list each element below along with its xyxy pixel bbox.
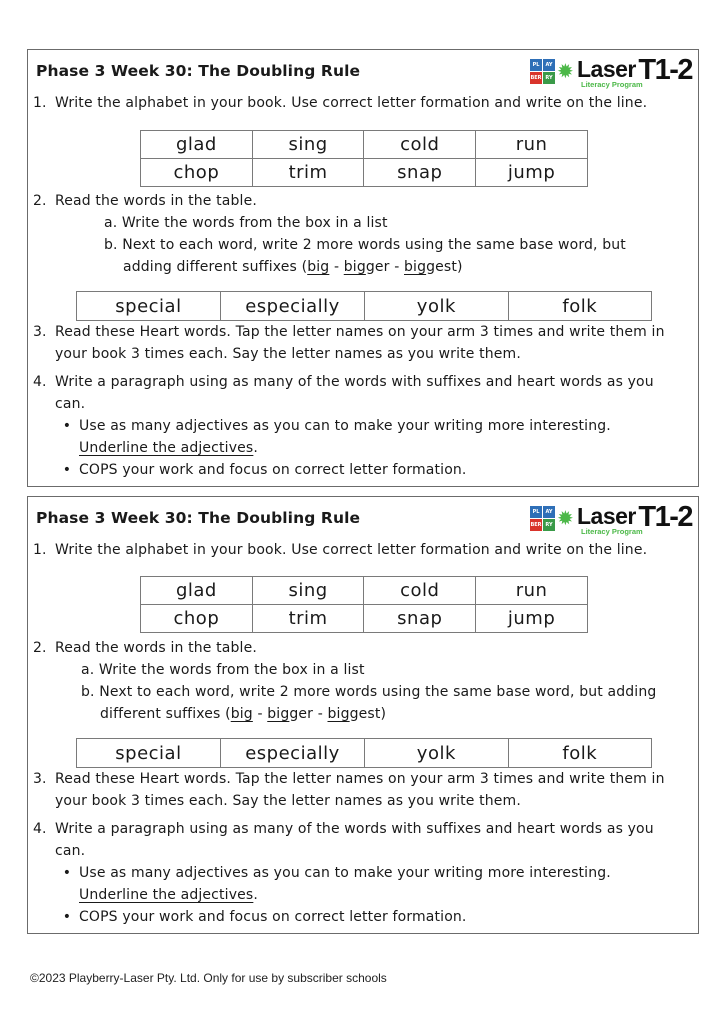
question-3-cont: your book 3 times each. Say the letter names as you write them. (55, 346, 521, 362)
table-row (141, 159, 588, 187)
worksheet-card (27, 49, 699, 487)
worksheet-title: Phase 3 Week 30: The Doubling Rule (36, 62, 361, 80)
table-row (141, 131, 588, 159)
text: . (253, 887, 258, 903)
question-number: 3. (33, 324, 47, 340)
copyright-footer: ©2023 Playberry-Laser Pty. Ltd. Only for use by subscriber schools (30, 971, 387, 985)
question-3 (33, 771, 665, 787)
heart-word-cell: yolk (365, 292, 508, 321)
bullet-item (55, 865, 611, 881)
word-cell: glad (141, 577, 253, 605)
logo-subtitle: Literacy Program (581, 80, 643, 89)
question-number: 4. (33, 821, 47, 837)
text: ) (457, 259, 463, 275)
question-number: 2. (33, 193, 47, 209)
word-table (140, 130, 588, 187)
question-2b: b. Next to each word, write 2 more words using the same base word, but adding (81, 684, 657, 700)
separator: - (389, 259, 404, 275)
question-4 (33, 821, 654, 837)
example-word: big (307, 259, 330, 275)
logo-tile: RY (543, 72, 555, 84)
underlined-instruction: Underline the adjectives (79, 887, 254, 903)
heart-word-cell: yolk (365, 739, 508, 768)
word-cell: chop (141, 605, 253, 633)
heart-word-cell: especially (220, 292, 364, 321)
bullet-icon: • (62, 418, 72, 434)
example-base: big (327, 706, 350, 722)
question-2 (33, 640, 257, 656)
heart-word-cell: folk (508, 292, 651, 321)
question-number: 4. (33, 374, 47, 390)
table-row (141, 605, 588, 633)
bullet-item-cont (79, 887, 258, 903)
bullet-item (55, 418, 611, 434)
text: . (253, 440, 258, 456)
question-text: Write a paragraph using as many of the words with suffixes and heart words as you (55, 374, 654, 390)
word-cell: sing (252, 577, 364, 605)
question-2a: a. Write the words from the box in a list (104, 215, 388, 231)
bullet-item-cont (79, 440, 258, 456)
question-text: Write a paragraph using as many of the words with suffixes and heart words as you (55, 821, 654, 837)
separator: - (313, 706, 328, 722)
question-2b-cont (123, 259, 463, 275)
example-suffix: gest (426, 259, 458, 275)
logo-level: T1-2 (638, 501, 692, 533)
example-base: big (343, 259, 366, 275)
question-1 (33, 542, 647, 558)
word-cell: snap (364, 159, 476, 187)
logo-tile: RY (543, 519, 555, 531)
example-base: big (404, 259, 427, 275)
word-cell: sing (252, 131, 364, 159)
question-3-cont: your book 3 times each. Say the letter names as you write them. (55, 793, 521, 809)
logo-tile: AY (543, 506, 555, 518)
word-cell: run (476, 131, 588, 159)
text: ) (380, 706, 387, 722)
logo-tile: PL (530, 59, 542, 71)
starburst-icon: ✹ (557, 506, 574, 530)
bullet-icon: • (62, 909, 72, 925)
logo-level: T1-2 (638, 54, 692, 86)
starburst-icon: ✹ (557, 59, 574, 83)
word-cell: jump (476, 159, 588, 187)
word-cell: cold (364, 577, 476, 605)
word-cell: snap (364, 605, 476, 633)
word-cell: jump (476, 605, 588, 633)
word-cell: trim (252, 605, 364, 633)
logo-tile: AY (543, 59, 555, 71)
question-2a: a. Write the words from the box in a list (81, 662, 365, 678)
heart-word-cell: special (77, 292, 221, 321)
question-2 (33, 193, 257, 209)
text: different suffixes ( (100, 706, 231, 722)
question-number: 1. (33, 542, 47, 558)
heart-words-table (76, 738, 652, 768)
laser-logo (530, 503, 692, 537)
word-table (140, 576, 588, 633)
logo-tile: BER (530, 519, 542, 531)
logo-subtitle: Literacy Program (581, 527, 643, 536)
bullet-icon: • (62, 865, 72, 881)
bullet-text: COPS your work and focus on correct letter formation. (79, 462, 467, 478)
word-cell: run (476, 577, 588, 605)
worksheet-title: Phase 3 Week 30: The Doubling Rule (36, 509, 361, 527)
heart-word-cell: especially (220, 739, 364, 768)
question-text: Read the words in the table. (55, 640, 257, 656)
separator: - (252, 706, 268, 722)
question-2b: b. Next to each word, write 2 more words using the same base word, but (104, 237, 626, 253)
question-text: Read these Heart words. Tap the letter names on your arm 3 times and write them in (55, 324, 665, 340)
question-2b-cont (100, 706, 386, 722)
bullet-text: COPS your work and focus on correct letter formation. (79, 909, 467, 925)
question-number: 3. (33, 771, 47, 787)
word-cell: cold (364, 131, 476, 159)
question-3 (33, 324, 665, 340)
text: adding different suffixes ( (123, 259, 308, 275)
logo-brand: Laser (577, 503, 636, 529)
playberry-tiles-icon (530, 506, 556, 532)
heart-words-table (76, 291, 652, 321)
bullet-icon: • (62, 462, 72, 478)
worksheet-card (27, 496, 699, 934)
question-text: Read the words in the table. (55, 193, 257, 209)
question-1 (33, 95, 647, 111)
heart-word-cell: special (77, 739, 221, 768)
word-cell: glad (141, 131, 253, 159)
logo-tile: BER (530, 72, 542, 84)
example-suffix: ger (365, 259, 390, 275)
question-4-cont: can. (55, 396, 86, 412)
logo-tile: PL (530, 506, 542, 518)
bullet-item (55, 909, 467, 925)
question-4-cont: can. (55, 843, 86, 859)
question-text: Read these Heart words. Tap the letter names on your arm 3 times and write them in (55, 771, 665, 787)
separator: - (329, 259, 344, 275)
underlined-instruction: Underline the adjectives (79, 440, 254, 456)
word-cell: trim (252, 159, 364, 187)
word-cell: chop (141, 159, 253, 187)
question-number: 1. (33, 95, 47, 111)
laser-logo (530, 56, 692, 90)
example-word: big (230, 706, 253, 722)
question-4 (33, 374, 654, 390)
heart-word-cell: folk (508, 739, 651, 768)
bullet-text: Use as many adjectives as you can to make your writing more interesting. (79, 418, 611, 434)
question-number: 2. (33, 640, 47, 656)
question-text: Write the alphabet in your book. Use correct letter formation and write on the line. (55, 95, 648, 111)
question-text: Write the alphabet in your book. Use correct letter formation and write on the line. (55, 542, 648, 558)
example-base: big (267, 706, 290, 722)
logo-brand: Laser (577, 56, 636, 82)
bullet-text: Use as many adjectives as you can to make your writing more interesting. (79, 865, 611, 881)
example-suffix: ger (289, 706, 314, 722)
table-row (77, 292, 652, 321)
table-row (77, 739, 652, 768)
playberry-tiles-icon (530, 59, 556, 85)
example-suffix: gest (349, 706, 381, 722)
bullet-item (55, 462, 467, 478)
table-row (141, 577, 588, 605)
